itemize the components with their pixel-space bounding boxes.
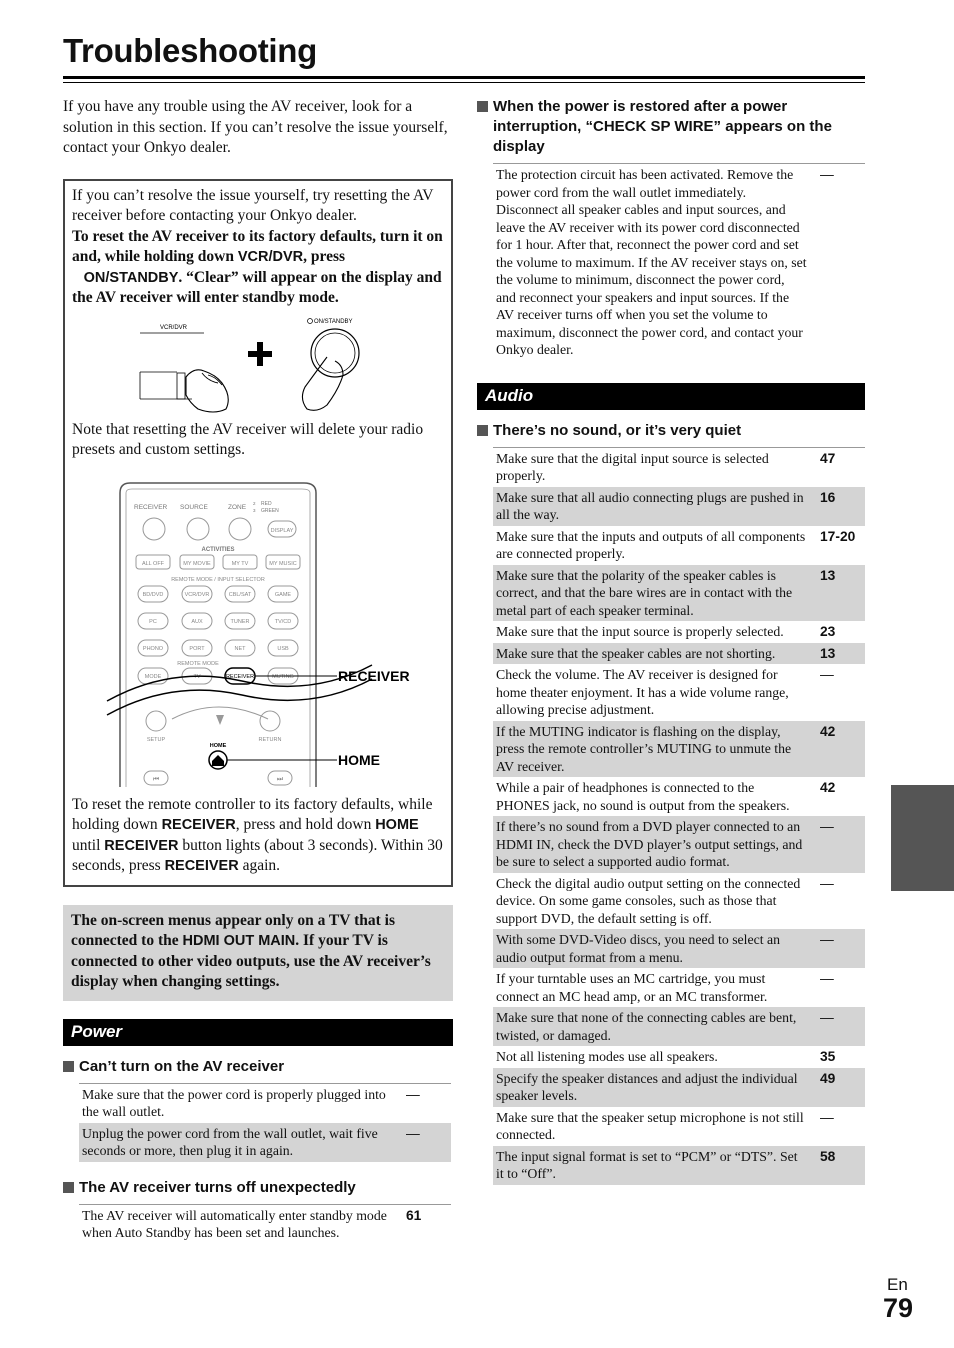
receiver-callout: RECEIVER	[338, 667, 410, 684]
row-page-ref: —	[820, 971, 834, 986]
table-row	[493, 1007, 865, 1046]
table-row	[493, 721, 865, 778]
page-title: Troubleshooting	[63, 32, 317, 69]
power-restored-heading: When the power is restored after a power interruption, “CHECK SP WIRE” appears on the display	[477, 97, 865, 157]
power-table-2	[79, 1204, 451, 1244]
row-text: Make sure that the polarity of the speaker cables is correct, and that the bare wires are in contact with the metal part of each speaker terminal.	[493, 565, 810, 622]
table-row	[493, 164, 865, 361]
row-page-ref: 42	[820, 780, 836, 795]
table-row	[493, 1046, 865, 1068]
zone-sub-2: 2	[253, 500, 256, 506]
forward-icon: ⏭	[276, 775, 284, 783]
zone-color-green: GREEN	[261, 507, 279, 514]
finger-icon	[302, 357, 343, 410]
table-row	[493, 929, 865, 968]
square-bullet-icon	[63, 1182, 74, 1193]
intro-paragraph: If you have any trouble using the AV receiver, look for a solution in this section. If you can’t resolve the issue yourself, contact your Onkyo dealer.	[63, 98, 448, 156]
row-text: If your turntable uses an MC cartridge, you must connect an MC head amp, or an MC transformer.	[496, 971, 768, 1004]
receiver-button-label: RECEIVER	[225, 673, 255, 680]
remote-label-receiver: RECEIVER	[134, 503, 168, 511]
row-page-ref: 49	[810, 1068, 865, 1107]
table-row	[493, 643, 865, 665]
table-row	[493, 487, 865, 526]
power-section-heading: Power	[63, 1019, 453, 1046]
table-row	[493, 447, 865, 487]
row-text: Make sure that the input source is properly selected.	[496, 624, 784, 639]
zone-color-red: RED	[261, 500, 272, 507]
input-selector-label: REMOTE MODE / INPUT SELECTOR	[171, 576, 265, 583]
activities-label: ACTIVITIES	[201, 546, 235, 553]
row-text: Make sure that the inputs and outputs of all components are connected properly.	[496, 528, 806, 561]
pc-button[interactable]: PC	[149, 618, 157, 625]
reset-instructions: To reset the AV receiver to its factory defaults, turn it on and, while holding down VCR/DVR, press ON/STANDBY. “Clear” will appear on the display and the AV receiver will enter standby mode.	[72, 227, 443, 306]
table-row	[493, 968, 865, 1007]
title-rule	[63, 76, 865, 79]
row-text: Make sure that the power cord is properly plugged into the wall outlet.	[79, 1083, 396, 1123]
row-text: Unplug the power cord from the wall outlet, wait five seconds or more, then plug it in again.	[79, 1123, 396, 1162]
row-text: Make sure that the speaker setup microphone is not still connected.	[496, 1109, 804, 1142]
table-row	[493, 664, 865, 721]
table-row	[493, 1107, 865, 1146]
remote-label-source: SOURCE	[180, 503, 208, 511]
row-text: Make sure that the speaker cables are not shorting.	[493, 643, 810, 665]
row-page-ref: 58	[810, 1146, 865, 1185]
table-row	[493, 1146, 865, 1185]
row-page-ref: —	[810, 1007, 865, 1046]
row-page-ref: —	[810, 929, 865, 968]
page-number: 79	[883, 1293, 914, 1323]
table-row	[493, 1068, 865, 1107]
bd-dvd-button[interactable]: BD/DVD	[142, 591, 164, 598]
zone-sub-3: 3	[253, 507, 256, 513]
row-page-ref: 35	[820, 1049, 836, 1064]
chapter-tab	[891, 785, 954, 891]
row-text: Check the volume. The AV receiver is designed for home theater enjoyment. It has a wide volume range, allowing precise adjustment.	[496, 667, 789, 717]
usb-button[interactable]: USB	[277, 645, 289, 652]
remote-reset-instructions: To reset the remote controller to its factory defaults, while holding down RECEIVER, press and hold down HOME until RECEIVER button lights (about 3 seconds). Within 30 seconds, press RECEIVER again.	[72, 795, 443, 874]
vcr-label: VCR/DVR	[160, 324, 188, 331]
reset-box	[63, 179, 453, 887]
row-text: While a pair of headphones is connected to the PHONES jack, no sound is output from the speakers.	[496, 780, 790, 813]
tv-cd-button[interactable]: TV/CD	[274, 618, 292, 625]
row-page-ref: 13	[810, 565, 865, 622]
my-tv-button[interactable]: MY TV	[231, 560, 249, 567]
row-page-ref: —	[820, 667, 834, 682]
onscreen-menu-note: The on-screen menus appear only on a TV that is connected to the HDMI OUT MAIN. If your TV is connected to other video outputs, use the AV receiver’s display when changing settings.	[63, 905, 453, 1001]
table-row	[493, 526, 865, 565]
row-page-ref: 17-20	[820, 528, 856, 544]
phono-button[interactable]: PHONO	[142, 645, 164, 652]
activity-buttons	[136, 555, 300, 569]
row-page-ref: 61	[396, 1204, 451, 1244]
hand-icon	[186, 369, 228, 411]
audio-table	[493, 447, 865, 1185]
title-rule-thin	[63, 82, 865, 83]
square-bullet-icon	[63, 1061, 74, 1072]
row-page-ref: —	[810, 164, 865, 361]
row-text: Check the digital audio output setting on the connected device. On some game consoles, such as those that support DVD, the default setting is off.	[496, 875, 801, 926]
row-page-ref: —	[810, 816, 865, 873]
row-text: The protection circuit has been activated. Remove the power cord from the wall outlet immediately. Disconnect all speaker cables and input sources, and leave the AV receiver with its power cord disconnected for 1 hour. After that, reconnect the power cord and set the volume to maximum. If the AV receiver stays on, set the volume to minimum, disconnect the power cord, and reconnect your speakers and input sources. If the AV receiver turns off when you set the volume to maximum, disconnect the power cord, and contact your Onkyo dealer.	[493, 164, 810, 361]
row-text: Make sure that all audio connecting plugs are pushed in all the way.	[493, 487, 810, 526]
remote-mode-label: REMOTE MODE	[177, 660, 219, 667]
source-power-button[interactable]	[187, 518, 209, 540]
row-page-ref: 13	[810, 643, 865, 665]
row-page-ref: —	[396, 1123, 451, 1162]
my-movie-button[interactable]: MY MOVIE	[183, 560, 211, 567]
vcr-dvr-button[interactable]: VCR/DVR	[184, 591, 210, 598]
table-row	[493, 621, 865, 643]
reset-illustration	[72, 315, 444, 420]
table-row	[493, 873, 865, 930]
remote-label-zone: ZONE	[228, 503, 247, 511]
aux-button[interactable]: AUX	[191, 618, 203, 625]
row-text: Make sure that none of the connecting cables are bent, twisted, or damaged.	[493, 1007, 810, 1046]
return-button[interactable]	[260, 711, 280, 731]
row-text: With some DVD-Video discs, you need to select an audio output format from a menu.	[493, 929, 810, 968]
right-column	[477, 97, 865, 1185]
table-row	[493, 565, 865, 622]
setup-button[interactable]	[146, 711, 166, 731]
row-page-ref: 16	[810, 487, 865, 526]
row-page-ref: —	[820, 1109, 834, 1125]
net-button[interactable]: NET	[234, 645, 246, 652]
row-page-ref: 23	[820, 624, 836, 639]
remote-controller-illustration	[72, 469, 448, 787]
all-off-button[interactable]: ALL OFF	[141, 560, 165, 567]
row-page-ref: 42	[810, 721, 865, 778]
zone-button[interactable]	[229, 518, 251, 540]
cbl-sat-button[interactable]: CBL/SAT	[228, 591, 252, 598]
row-text: The input signal format is set to “PCM” or “DTS”. Set it to “Off”.	[493, 1146, 810, 1185]
my-music-button[interactable]: MY MUSIC	[269, 560, 297, 567]
row-text: The AV receiver will automatically enter standby mode when Auto Standby has been set and launches.	[79, 1204, 396, 1244]
table-row	[79, 1083, 451, 1123]
row-text: Not all listening modes use all speakers.	[496, 1049, 718, 1064]
row-page-ref: —	[396, 1083, 451, 1123]
remote-illustration	[72, 469, 444, 787]
receiver-power-button[interactable]	[143, 518, 165, 540]
setup-label: SETUP	[146, 736, 166, 743]
tv-button[interactable]: TV	[193, 673, 201, 680]
audio-section-heading: Audio	[477, 383, 865, 410]
button-press-illustration	[72, 315, 448, 420]
row-text: Specify the speaker distances and adjust the individual speaker levels.	[493, 1068, 810, 1107]
row-text: Make sure that the digital input source is selected properly.	[493, 447, 810, 487]
return-label: RETURN	[258, 736, 282, 743]
row-text: If there’s no sound from a DVD player connected to an HDMI IN, check the DVD player’s output settings, and be sure to select a supported audio format.	[493, 816, 810, 873]
port-button[interactable]: PORT	[189, 645, 205, 652]
table-row	[79, 1204, 451, 1244]
reset-note: Note that resetting the AV receiver will delete your radio presets and custom settings.	[72, 420, 424, 458]
muting-button[interactable]: MUTING	[272, 673, 294, 680]
tuner-button[interactable]: TUNER	[230, 618, 250, 625]
table-row	[493, 777, 865, 816]
audio-sub-heading-1: There’s no sound, or it’s very quiet	[477, 421, 865, 441]
row-page-ref: 47	[810, 447, 865, 487]
home-callout: HOME	[338, 751, 380, 768]
reset-intro: If you can’t resolve the issue yourself, try resetting the AV receiver before contacting your Onkyo dealer.	[72, 186, 434, 224]
square-bullet-icon	[477, 425, 488, 436]
table-row	[79, 1123, 451, 1162]
table-row	[493, 816, 865, 873]
square-bullet-icon	[477, 101, 488, 112]
standby-label: ON/STANDBY	[314, 318, 353, 325]
display-label: DISPLAY	[270, 527, 294, 534]
power-sub-heading-2: The AV receiver turns off unexpectedly	[63, 1178, 453, 1198]
page-language: En	[887, 1275, 908, 1294]
power-sub-heading-1: Can’t turn on the AV receiver	[63, 1057, 453, 1077]
game-button[interactable]: GAME	[274, 591, 292, 598]
home-label: HOME	[209, 742, 227, 749]
power-restored-table	[493, 163, 865, 361]
mode-button[interactable]: MODE	[144, 673, 162, 680]
rewind-icon: ⏮	[152, 775, 160, 783]
row-text: If the MUTING indicator is flashing on the display, press the remote controller’s MUTING to unmute the AV receiver.	[493, 721, 810, 778]
left-column	[63, 97, 453, 1244]
row-page-ref: —	[820, 875, 834, 891]
power-table-1	[79, 1083, 451, 1162]
vcr-button-icon	[177, 373, 185, 399]
